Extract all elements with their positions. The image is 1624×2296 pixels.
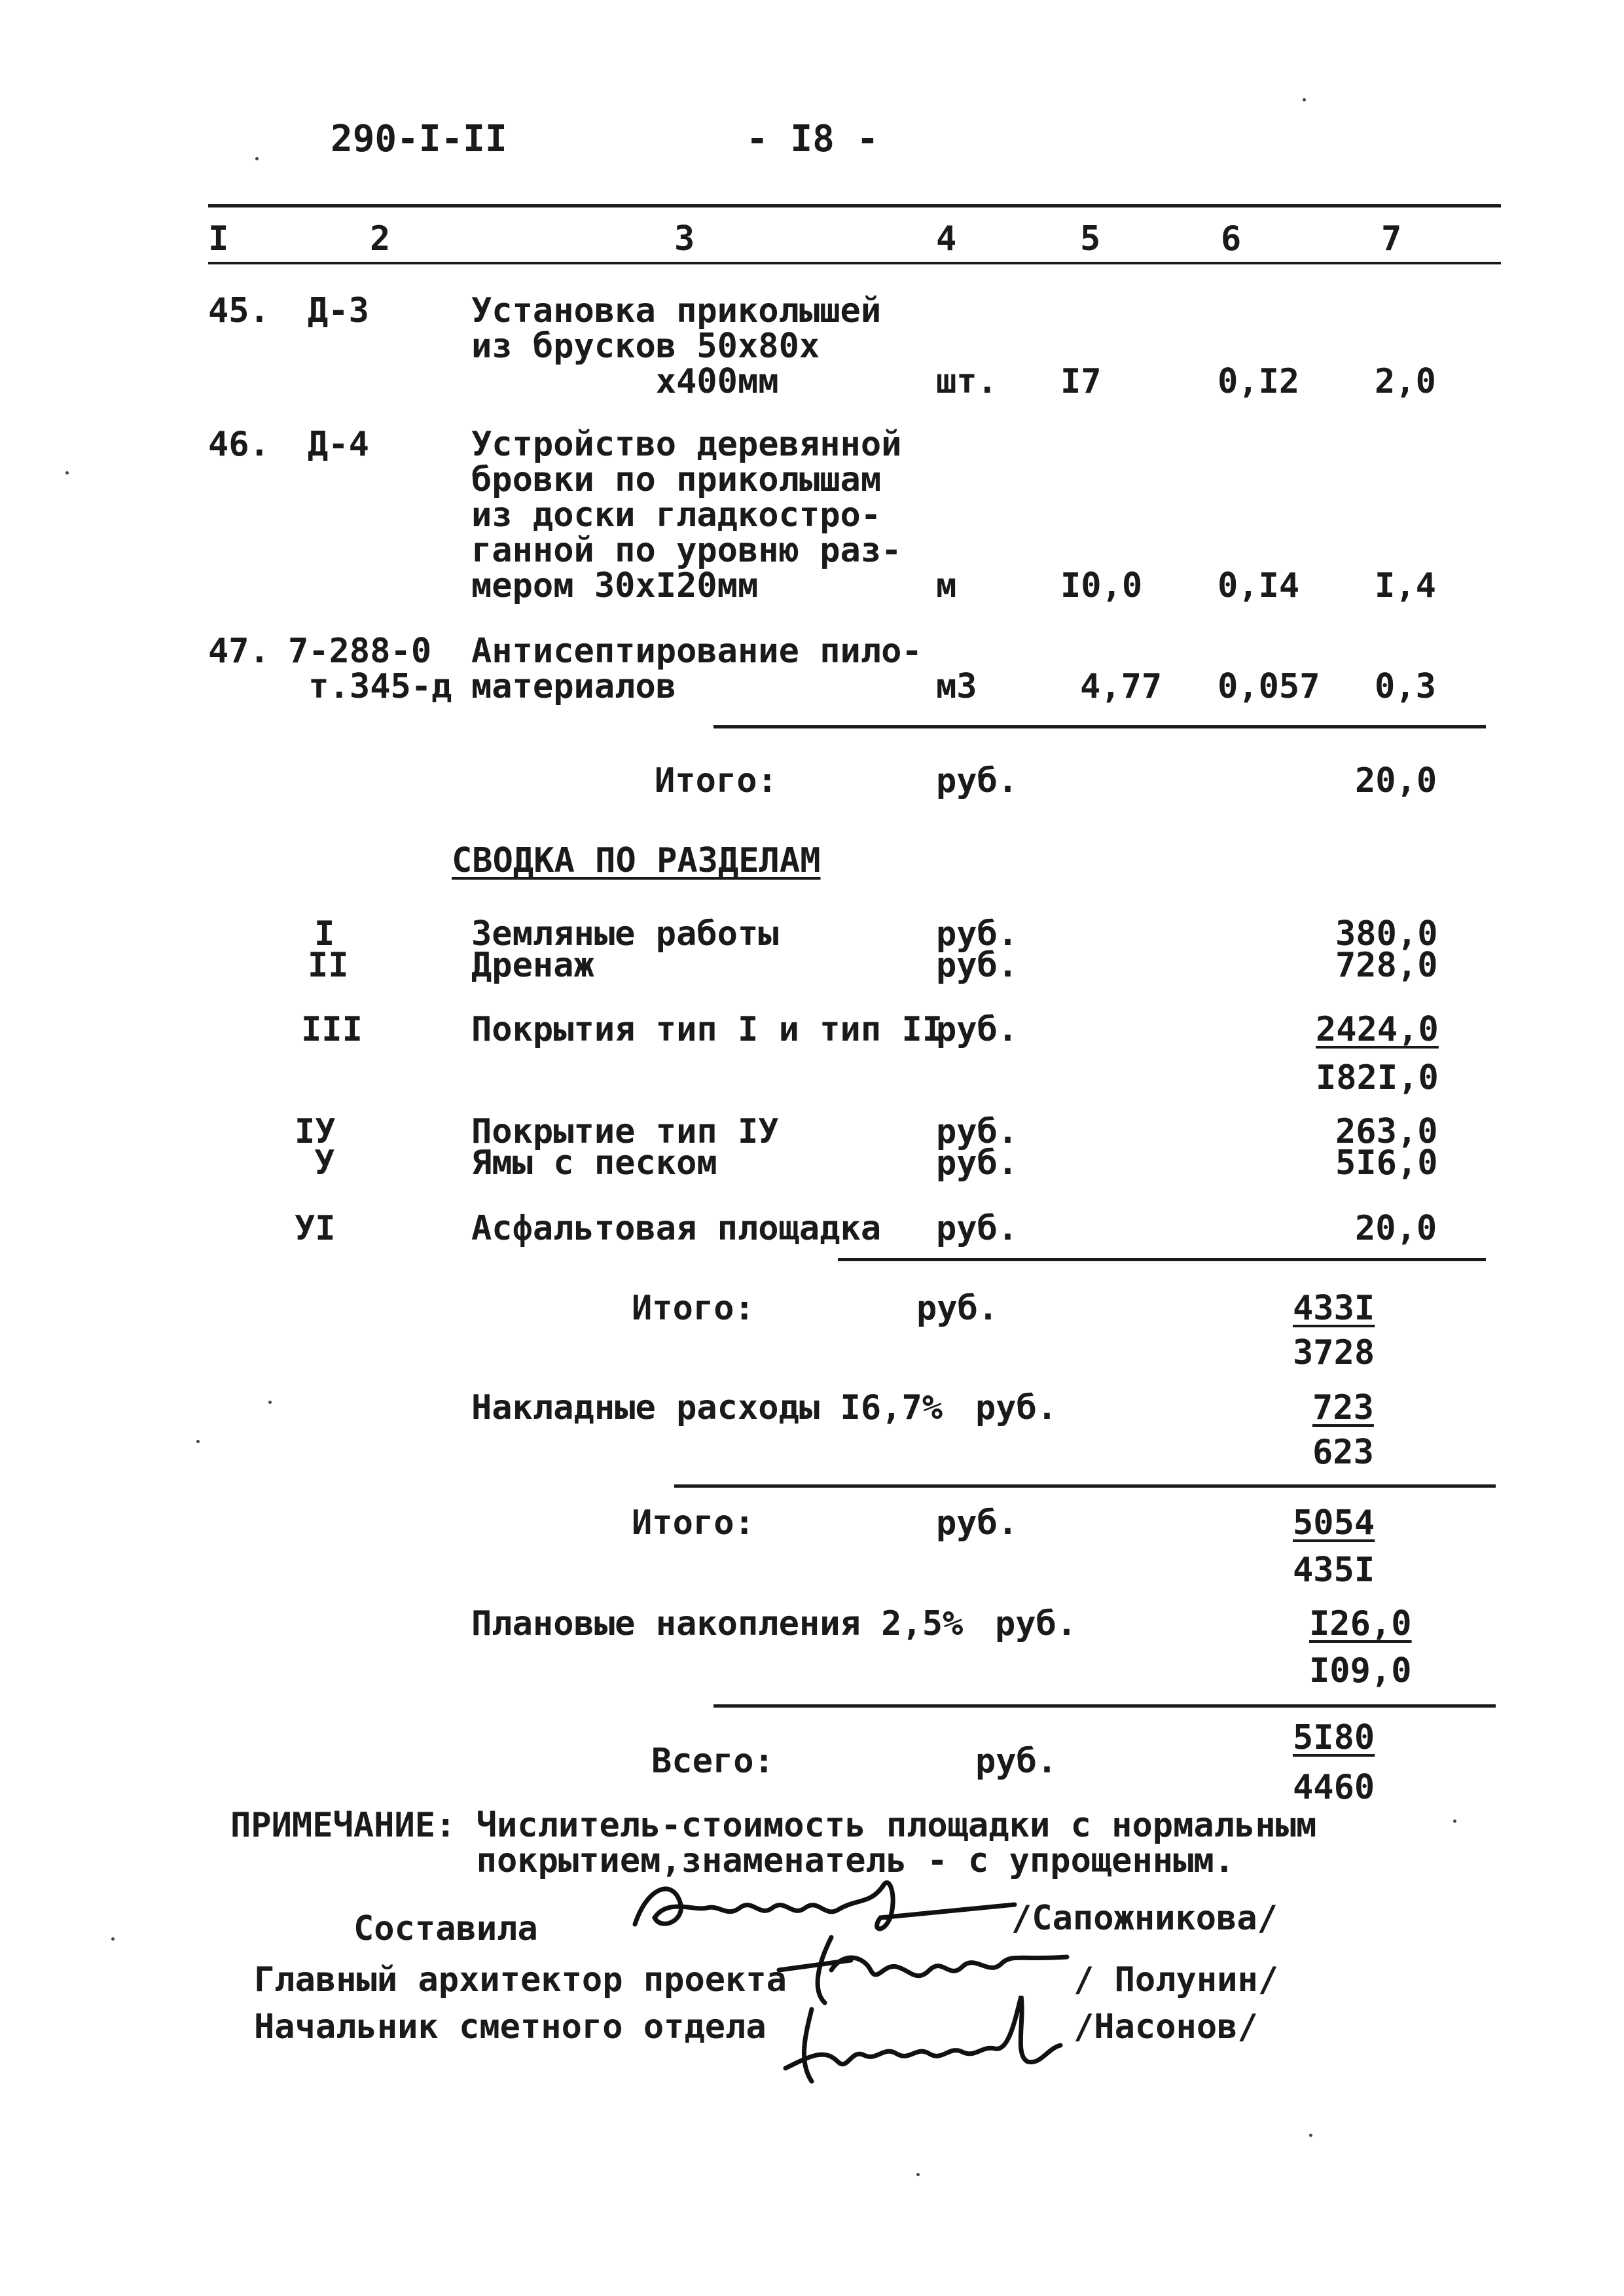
overhead-value-numerator: 723 [1312, 1388, 1374, 1427]
col-header-2: 2 [370, 219, 391, 259]
total-1-value-numerator: 433I [1293, 1289, 1375, 1328]
summary-item-6-name: Асфальтовая площадка [471, 1209, 882, 1248]
grand-total-value-numerator: 5I80 [1293, 1718, 1375, 1757]
planned-savings-label: Плановые накопления 2,5% [471, 1604, 964, 1643]
row-47-quantity: 4,77 [1080, 667, 1163, 706]
summary-item-2-value: 728,0 [1335, 946, 1438, 985]
summary-item-3-value-numerator: 2424,0 [1316, 1010, 1439, 1049]
scan-speck [1453, 1820, 1456, 1823]
summary-item-1-value: 380,0 [1335, 914, 1438, 954]
signature-1-role: Составила [353, 1909, 538, 1948]
page-number: - I8 - [746, 118, 879, 160]
summary-item-3-number: III [301, 1010, 363, 1049]
summary-item-6-number: УI [295, 1209, 336, 1248]
total-1-label: Итого: [632, 1289, 755, 1328]
col-header-7: 7 [1381, 219, 1402, 259]
signature-2-name: / Полунин/ [1074, 1960, 1279, 2000]
summary-item-2-number: II [308, 946, 349, 985]
row-46-number: 46. [208, 425, 270, 464]
table-top-rule [208, 204, 1501, 207]
summary-rule [838, 1258, 1486, 1261]
overhead-value-denominator: 623 [1312, 1433, 1374, 1472]
row-45-code: Д-3 [308, 291, 369, 331]
scan-speck [196, 1440, 200, 1443]
scan-speck [268, 1401, 272, 1404]
total-1-value-denominator: 3728 [1293, 1333, 1375, 1372]
total-2-label: Итого: [632, 1503, 755, 1543]
signature-3-role: Начальник сметного отдела [254, 2007, 767, 2047]
summary-item-6-unit: руб. [936, 1209, 1019, 1248]
row-47-number: 47. [208, 632, 270, 671]
summary-item-5-unit: руб. [936, 1143, 1019, 1183]
signature-1-name: /Сапожникова/ [1011, 1899, 1278, 1938]
row-46-code: Д-4 [308, 425, 369, 464]
scan-speck [65, 471, 69, 475]
row-45-norm: 0,I2 [1218, 362, 1300, 401]
summary-item-4-name: Покрытие тип IУ [471, 1112, 779, 1151]
summary-item-4-unit: руб. [936, 1112, 1019, 1151]
col-header-5: 5 [1080, 219, 1101, 259]
summary-item-3-value-denominator: I82I,0 [1316, 1058, 1439, 1098]
scan-speck [1303, 98, 1306, 101]
col-header-4: 4 [936, 219, 957, 259]
scan-speck [916, 2173, 920, 2176]
row-45-total: 2,0 [1375, 362, 1436, 401]
total-1-unit: руб. [916, 1289, 999, 1328]
planned-savings-unit: руб. [995, 1604, 1077, 1643]
summary-item-3-name: Покрытия тип I и тип II [471, 1010, 943, 1049]
note: ПРИМЕЧАНИЕ: Числитель-стоимость площадки с нормальным покрытием,знаменатель - с упрощенным. [230, 1806, 1317, 1880]
planned-savings-value-numerator: I26,0 [1309, 1604, 1412, 1643]
summary-item-4-number: IУ [295, 1112, 336, 1151]
subtotal-unit: руб. [936, 761, 1019, 800]
row-47-description: Антисептирование пило- материалов [471, 632, 922, 706]
grand-total-rule [713, 1704, 1496, 1708]
planned-savings-value-denominator: I09,0 [1309, 1651, 1412, 1691]
summary-item-5-name: Ямы с песком [471, 1143, 717, 1183]
document-code: 290-I-II [331, 118, 507, 160]
summary-item-3-unit: руб. [936, 1010, 1019, 1049]
subtotal-value: 20,0 [1355, 761, 1437, 800]
overhead-rule [674, 1484, 1496, 1488]
summary-item-1-number: I [314, 914, 335, 954]
signature-3-name: /Насонов/ [1074, 2007, 1258, 2047]
total-2-value-numerator: 5054 [1293, 1503, 1375, 1543]
row-47-code: 7-288-0 т.345-д [288, 632, 452, 706]
col-header-6: 6 [1221, 219, 1242, 259]
scan-speck [1309, 2134, 1312, 2137]
scan-speck [111, 1937, 115, 1941]
row-47-total: 0,3 [1375, 667, 1436, 706]
total-2-value-denominator: 435I [1293, 1551, 1375, 1590]
grand-total-value-denominator: 4460 [1293, 1768, 1375, 1807]
total-2-unit: руб. [936, 1503, 1019, 1543]
row-46-norm: 0,I4 [1218, 566, 1300, 605]
row-47-unit: м3 [936, 667, 977, 706]
summary-title: СВОДКА ПО РАЗДЕЛАМ [452, 841, 821, 880]
scan-speck [255, 157, 259, 160]
row-45-unit: шт. [936, 362, 998, 401]
summary-item-5-number: У [314, 1143, 335, 1183]
signature-2-role: Главный архитектор проекта [254, 1960, 787, 2000]
row-46-quantity: I0,0 [1060, 566, 1143, 605]
summary-item-1-name: Земляные работы [471, 914, 779, 954]
row-45-quantity: I7 [1060, 362, 1102, 401]
overhead-label: Накладные расходы I6,7% [471, 1388, 943, 1427]
row-46-description: Устройство деревянной бровки по приколышам из доски гладкостро- ганной по уровню раз- мером 30хI20мм [471, 425, 902, 605]
column-header-rule [208, 262, 1501, 264]
row-45-description: Установка приколышей из брусков 50х80х х400мм [471, 291, 882, 401]
row-47-norm: 0,057 [1218, 667, 1320, 706]
row-46-total: I,4 [1375, 566, 1436, 605]
summary-item-4-value: 263,0 [1335, 1112, 1438, 1151]
grand-total-unit: руб. [975, 1742, 1058, 1781]
handwritten-signature-3 [772, 1983, 1074, 2088]
summary-item-1-unit: руб. [936, 914, 1019, 954]
subtotal-label: Итого: [655, 761, 778, 800]
col-header-3: 3 [674, 219, 695, 259]
col-header-1: I [208, 219, 229, 259]
summary-item-6-value: 20,0 [1355, 1209, 1437, 1248]
overhead-unit: руб. [975, 1388, 1058, 1427]
subtotal-rule [713, 725, 1486, 728]
summary-item-5-value: 5I6,0 [1335, 1143, 1438, 1183]
grand-total-label: Всего: [651, 1742, 774, 1781]
row-46-unit: м [936, 566, 957, 605]
row-45-number: 45. [208, 291, 270, 331]
summary-item-2-unit: руб. [936, 946, 1019, 985]
summary-item-2-name: Дренаж [471, 946, 594, 985]
